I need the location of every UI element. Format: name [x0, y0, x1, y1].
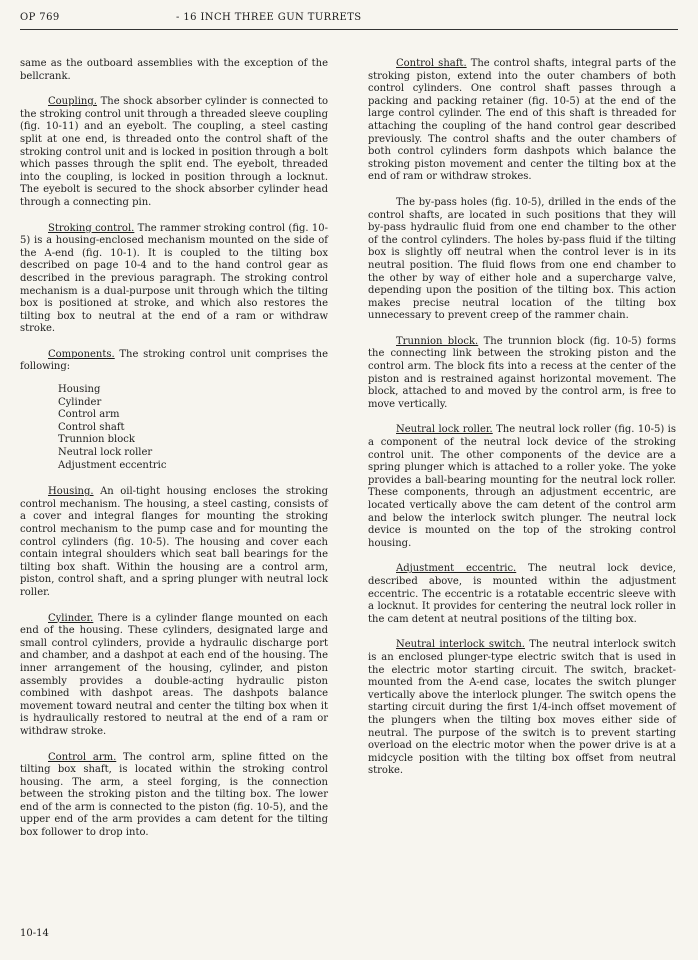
term-control-shaft: Control shaft. — [396, 58, 467, 69]
paragraph-control-shaft — [368, 58, 676, 184]
paragraph-trunnion-block — [368, 336, 676, 412]
left-column — [20, 58, 328, 853]
paragraph-by-pass-holes — [368, 197, 676, 323]
list-item: Trunnion block — [58, 434, 135, 446]
list-item: Control arm — [58, 409, 120, 421]
paragraph-text: The shock absorber cylinder is connected to the stroking control unit through a threaded sleeve coupling (fig. 10-11) and an eyebolt. The coupling, a steel casting split at one end, is threaded onto the control shaft of the stroking control unit and is locked in position through a bolt which passes through the split end. The eyebolt, threaded into the coupling, is locked in position through a locknut. The eyebolt is secured to the shock absorber cylinder head through a connecting pin. — [20, 96, 328, 208]
page-header — [20, 12, 678, 28]
paragraph-text: The stroking control unit comprises the following: — [20, 348, 328, 373]
term-neutral-interlock-switch: Neutral interlock switch. — [396, 639, 525, 651]
paragraph-text: An oil-tight housing encloses the stroking control mechanism. The housing, a steel casting, consists of a cover and integral flanges for mounting the stroking control mechanism to the pump case and for mounting the control cylinders (fig. 10-5). The housing and cover each contain integral shoulders which seat ball bearings for the tilting box shaft. Within the housing are a control arm, piston, control shaft, and a spring plunger with neutral lock roller. — [20, 486, 328, 598]
paragraph-adjustment-eccentric — [368, 563, 676, 626]
page-number: 10-14 — [20, 928, 49, 939]
paragraph-coupling — [20, 96, 328, 209]
term-housing: Housing. — [48, 486, 94, 498]
paragraph-neutral-interlock-switch — [368, 639, 676, 778]
list-item: Neutral lock roller — [58, 447, 153, 459]
document-code: OP 769 — [20, 12, 60, 23]
paragraph-text: The rammer stroking control (fig. 10-5) is a housing-enclosed mechanism mounted on the side of the A-end (fig. 10-1). It is coupled to the tilting box described on page 10-4 and to the hand control gear as described in the previous paragraph. The stroking control mechanism is a dual-purpose unit through which the tilting box is positioned at stroke, and which also restores the tilting box to neutral at the end of a ram or withdraw stroke. — [20, 222, 328, 335]
term-coupling: Coupling. — [48, 96, 97, 108]
term-stroking-control: Stroking control. — [48, 222, 135, 234]
paragraph-text: same as the outboard assemblies with the exception of the bellcrank. — [20, 58, 328, 82]
list-item: Cylinder — [58, 396, 102, 408]
right-column — [368, 58, 676, 791]
paragraph-text: The trunnion block (fig. 10-5) forms the connecting link between the stroking piston and the control arm. The block fits into a recess at the center of the piston and is restrained against horizontal movement. The block, attached to and moved by the control arm, is free to move vertically. — [368, 335, 676, 410]
paragraph-components — [20, 349, 328, 374]
components-list — [20, 384, 328, 472]
paragraph-housing — [20, 486, 328, 599]
paragraph-text: The neutral interlock switch is an enclosed plunger-type electric switch that is used in the electric motor starting circuit. The switch, bracket-mounted from the A-end case, locates the switch plunger vertically above the interlock plunger. The switch opens the starting circuit during the first 1/4-inch offset movement of the plungers when the tilting box moves either side of neutral. The purpose of the switch is to prevent starting overload on the electric motor when the power drive is at a midcycle position with the tilting box offset from neutral stroke. — [368, 639, 676, 777]
term-neutral-lock-roller: Neutral lock roller. — [396, 424, 493, 436]
term-adjustment-eccentric: Adjustment eccentric. — [396, 563, 517, 575]
paragraph-text: The by-pass holes (fig. 10-5), drilled in the ends of the control shafts, are located in such positions that they will by-pass hydraulic fluid from one end chamber to the other of the control cylinders. The holes by-pass fluid if the tilting box is slightly off neutral when the control lever is in its neutral position. The fluid flows from one end chamber to the other by way of either hole and a supercharge valve, depending upon the position of the tilting box. This action makes precise neutral location of the tilting box unnecessary to prevent creep of the rammer chain. — [368, 196, 676, 322]
list-item: Control shaft — [58, 421, 125, 433]
paragraph-cylinder — [20, 613, 328, 739]
term-trunnion-block: Trunnion block. — [396, 335, 479, 347]
paragraph-text: The neutral lock roller (fig. 10-5) is a component of the neutral lock device of the stroking control unit. The other components of the device are a spring plunger which is attached to a roller yoke. The yoke provides a ball-bearing mounting for the neutral lock roller. These components, through an adjustment eccentric, are located vertically above the cam detent of the control arm and below the interlock switch plunger. The neutral lock device is mounted on the top of the stroking control housing. — [368, 424, 676, 549]
header-rule — [20, 29, 678, 30]
paragraph-text: There is a cylinder flange mounted on each end of the housing. These cylinders, designated large and small control cylinders, provide a hydraulic discharge port and chamber, and a dashpot at each end of the housing. The inner arrangement of the housing, cylinder, and piston assembly provides a double-acting hydraulic piston combined with dashpot areas. The dashpots balance movement toward neutral and center the tilting box when it is hydraulically restored to neutral at the end of a ram or withdraw stroke. — [20, 612, 328, 737]
paragraph-continuation — [20, 58, 328, 83]
paragraph-text: The control arm, spline fitted on the tilting box shaft, is located within the stroking control housing. The arm, a steel forging, is the connection between the stroking piston and the tilting box. The lower end of the arm is connected to the piston (fig. 10-5), and the upper end of the arm provides a cam detent for the tilting box follower to drop into. — [20, 751, 328, 839]
paragraph-text: The neutral lock device, described above, is mounted within the adjustment eccentric. The eccentric is a rotatable eccentric sleeve with a locknut. It provides for centering the neutral lock roller in the cam detent at neutral positions of the tilting box. — [368, 563, 676, 625]
term-components: Components. — [48, 348, 115, 360]
running-title: - 16 INCH THREE GUN TURRETS — [176, 12, 362, 23]
paragraph-neutral-lock-roller — [368, 424, 676, 550]
term-cylinder: Cylinder. — [48, 612, 94, 624]
term-control-arm: Control arm. — [48, 751, 117, 763]
paragraph-text: The control shafts, integral parts of the stroking piston, extend into the outer chambers of both control cylinders. One control shaft passes through a packing and packing retainer (fig. 10-5) at the end of the large control cylinder. The end of this shaft is threaded for attaching the coupling of the hand control gear described previously. The control shafts and the outer chambers of both control cylinders form dashpots which balance the stroking piston movement and center the tilting box at the end of ram or withdraw strokes. — [368, 58, 676, 183]
paragraph-stroking-control — [20, 223, 328, 336]
list-item: Adjustment eccentric — [58, 459, 167, 471]
list-item: Housing — [58, 384, 101, 396]
paragraph-control-arm — [20, 752, 328, 840]
